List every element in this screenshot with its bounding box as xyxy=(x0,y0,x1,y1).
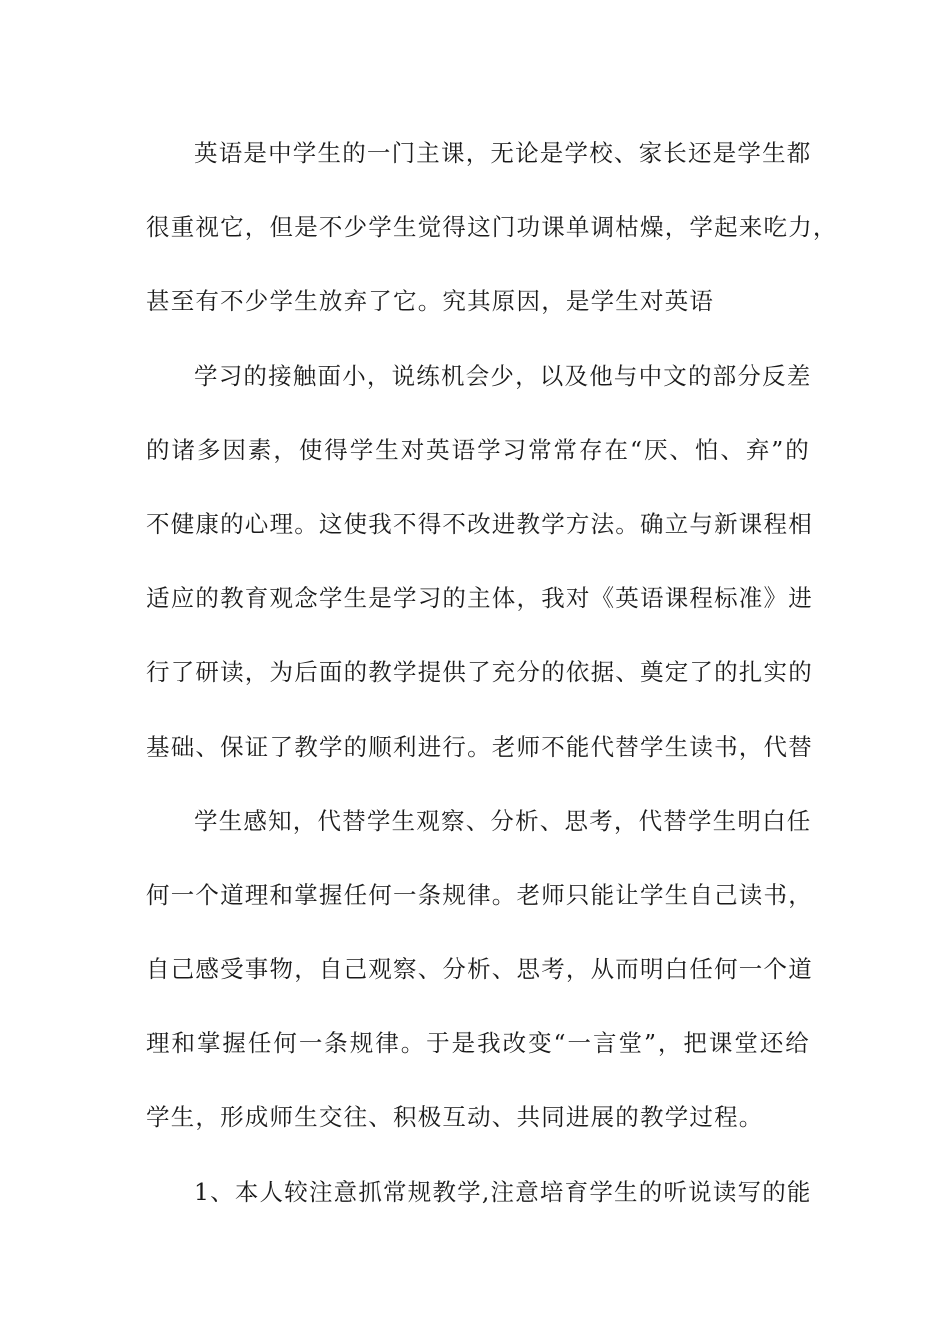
paragraph-line: 自己感受事物，自己观察、分析、思考，从而明白任何一个道 xyxy=(146,955,813,984)
paragraph-line: 何一个道理和掌握任何一条规律。老师只能让学生自己读书， xyxy=(146,880,813,909)
body-text xyxy=(146,130,838,1243)
paragraph-line: 行了研读，为后面的教学提供了充分的依据、奠定了的扎实的 xyxy=(146,658,813,687)
paragraph-line: 的诸多因素，使得学生对英语学习常常存在“厌、怕、弃”的 xyxy=(146,435,810,464)
paragraph-line: 基础、保证了教学的顺利进行。老师不能代替学生读书，代替 xyxy=(146,732,813,761)
paragraph-line: 不健康的心理。这使我不得不改进教学方法。确立与新课程相 xyxy=(146,509,813,538)
paragraph-line: 学习的接触面小，说练机会少，以及他与中文的部分反差 xyxy=(194,361,812,390)
paragraph-line: 1、本人较注意抓常规教学,注意培育学生的听说读写的能 xyxy=(194,1177,812,1206)
paragraph-line: 很重视它，但是不少学生觉得这门功课单调枯燥，学起来吃力， xyxy=(146,213,838,242)
paragraph-line: 学生感知，代替学生观察、分析、思考，代替学生明白任 xyxy=(194,806,812,835)
paragraph-line: 理和掌握任何一条规律。于是我改变“一言堂”，把课堂还给 xyxy=(146,1029,810,1058)
paragraph-line: 甚至有不少学生放弃了它。究其原因，是学生对英语 xyxy=(146,287,715,316)
paragraph-line: 适应的教育观念学生是学习的主体，我对《英语课程标准》进 xyxy=(146,584,813,613)
paragraph-line: 学生，形成师生交往、积极互动、共同进展的教学过程。 xyxy=(146,1103,764,1132)
paragraph-line: 英语是中学生的一门主课，无论是学校、家长还是学生都 xyxy=(194,139,812,167)
